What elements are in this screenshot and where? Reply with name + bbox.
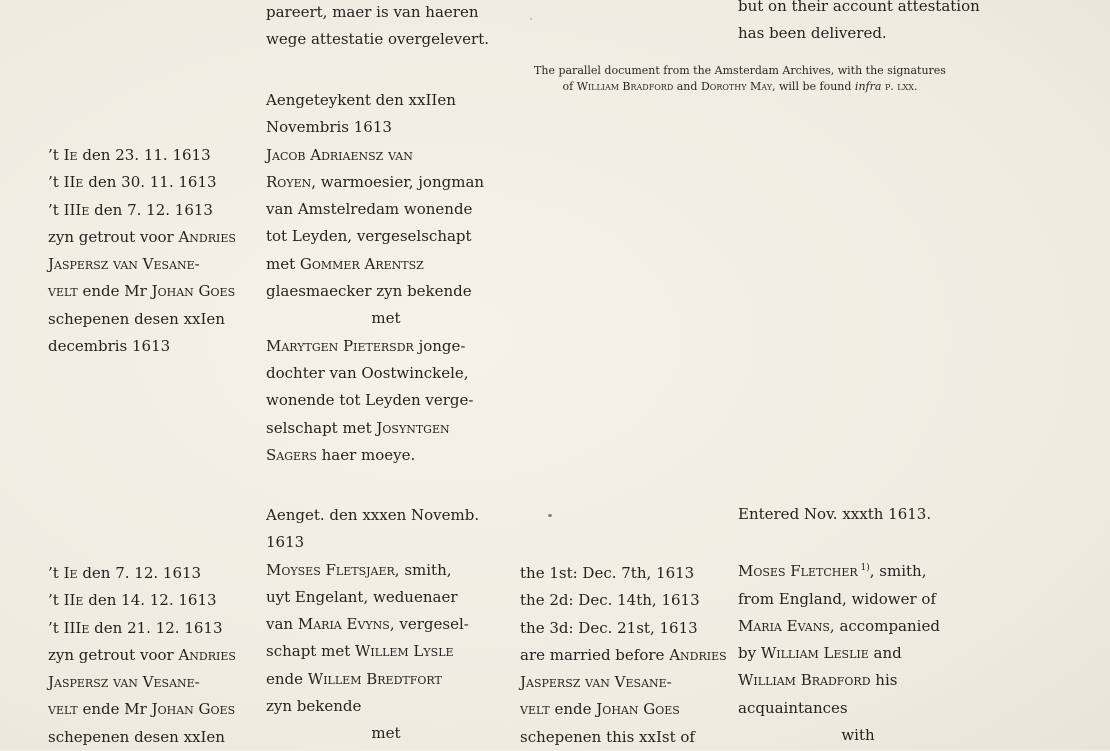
entry2-banns-margin xyxy=(48,560,263,751)
text-line: Sagers haer moeye. xyxy=(266,445,416,464)
note-line-1: The parallel document from the Amsterdam Archives, with the signatures xyxy=(534,64,946,77)
banns-line-1: ’t Ie den 7. 12. 1613 xyxy=(48,564,202,582)
text-line: Maria Evans, accompanied xyxy=(738,616,940,635)
text-line: selschapt met Josyntgen xyxy=(266,418,450,437)
paper-speck xyxy=(530,18,532,20)
text-line: Entered Nov. xxxth 1613. xyxy=(738,505,932,523)
text-line: zyn getrout voor Andries xyxy=(48,645,236,664)
text-line: uyt Engelant, weduenaer xyxy=(266,587,458,606)
text-line: schapt met Willem Lysle xyxy=(266,642,454,661)
text-line: Moses Fletcher $^{1)}$, smith, xyxy=(738,562,927,581)
text-line: pareert, maer is van haeren xyxy=(266,3,479,21)
text-line: van Amstelredam wonende xyxy=(266,200,473,219)
spacer xyxy=(738,528,978,555)
text-line: zyn bekende xyxy=(266,697,362,716)
text-line: Royen, warmoesier, jongman xyxy=(266,172,485,191)
text-line: from England, widower of xyxy=(738,589,937,608)
paper-speck xyxy=(548,514,552,517)
name-jacob-adriaensz: Jacob Adriaensz van xyxy=(266,145,413,164)
dutch-continuation xyxy=(266,0,506,54)
text-line: tot Leyden, vergeselschapt xyxy=(266,227,472,246)
text-line: Novembris 1613 xyxy=(266,118,392,137)
text-line: velt ende Mr Johan Goes xyxy=(48,700,236,719)
name-william-bradford: William Bradford xyxy=(576,80,674,93)
text-line: decembris 1613 xyxy=(48,337,171,356)
text-line: the 2d: Dec. 14th, 1613 xyxy=(520,591,700,610)
text-line: 1613 xyxy=(266,533,305,552)
text-line: velt ende Johan Goes xyxy=(520,700,680,719)
text-line: met xyxy=(371,724,401,743)
banns-line-3: ’t IIIe den 21. 12. 1613 xyxy=(48,618,223,637)
text-line: met Gommer Arentsz xyxy=(266,254,424,273)
text-line: ende Willem Bredtfort xyxy=(266,669,442,688)
text-line: Aenget. den xxxen Novemb. xyxy=(266,506,480,524)
text-line: van Maria Evyns, vergesel- xyxy=(266,615,469,634)
text-line: acquaintances xyxy=(738,698,848,717)
text-line: Marytgen Pietersdr jonge- xyxy=(266,336,466,355)
text-line: has been delivered. xyxy=(738,24,887,43)
text-line: schepenen desen xxIen xyxy=(48,309,225,328)
entry2-english-margin xyxy=(520,560,730,751)
archive-note xyxy=(514,63,966,95)
text-line: the 1st: Dec. 7th, 1613 xyxy=(520,564,695,582)
english-continuation xyxy=(738,0,978,48)
text-line: but on their account attestation xyxy=(738,0,980,15)
text-line: are married before Andries xyxy=(520,645,727,664)
text-line: Jaspersz van Vesane- xyxy=(48,673,200,692)
text-line: schepenen this xxIst of xyxy=(520,727,695,746)
banns-line-3: ’t IIIe den 7. 12. 1613 xyxy=(48,200,213,219)
text-line: Jaspersz van Vesane- xyxy=(520,673,672,692)
text-line: glaesmaecker zyn bekende xyxy=(266,282,472,301)
note-line-2: of William Bradford and Dorothy May, will be found infra p. lxx. xyxy=(562,80,918,93)
text-line: William Bradford his xyxy=(738,671,898,690)
text-line: met xyxy=(371,309,401,328)
banns-line-1: ’t Ie den 23. 11. 1613 xyxy=(48,146,211,164)
banns-line-2: ’t IIe den 14. 12. 1613 xyxy=(48,591,217,610)
text-line: dochter van Oostwinckele, xyxy=(266,363,469,382)
entry2-dutch-body xyxy=(266,502,506,748)
text-line: Jaspersz van Vesane- xyxy=(48,255,200,274)
text-line: wege attestatie overgelevert. xyxy=(266,30,490,49)
text-line: Moyses Fletsjaer, smith, xyxy=(266,560,452,579)
entry1-banns-margin xyxy=(48,142,263,360)
text-line: with xyxy=(841,726,875,745)
text-line: zyn getrout voor Andries xyxy=(48,227,236,246)
name-dorothy-may: Dorothy May xyxy=(700,80,772,93)
text-line: the 3d: Dec. 21st, 1613 xyxy=(520,618,698,637)
text-line: wonende tot Leyden verge- xyxy=(266,391,474,410)
text-line: by William Leslie and xyxy=(738,644,902,663)
banns-line-2: ’t IIe den 30. 11. 1613 xyxy=(48,173,217,192)
text-line: schepenen desen xxIen xyxy=(48,727,225,746)
text-line: Aengeteykent den xxIIen xyxy=(266,91,456,109)
entry2-english-body xyxy=(738,501,978,749)
entry1-dutch-body xyxy=(266,87,506,469)
text-line: velt ende Mr Johan Goes xyxy=(48,282,236,301)
